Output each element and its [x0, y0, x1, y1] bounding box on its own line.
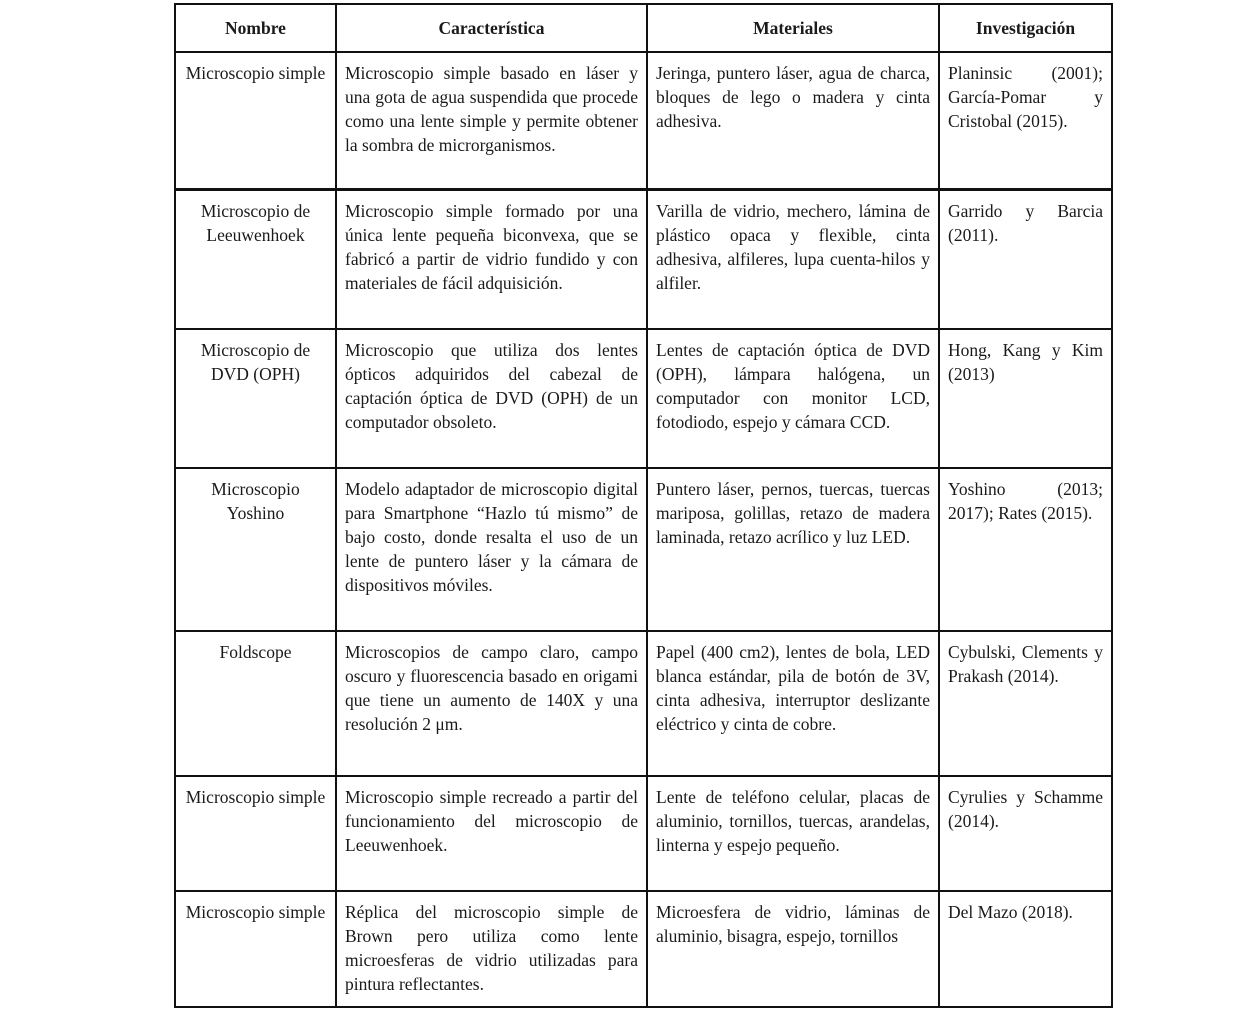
table-row: [175, 52, 1112, 190]
table-row: [175, 891, 1112, 1007]
cell-investigacion: Cybulski, Clements y Prakash (2014).: [939, 631, 1112, 776]
table-row: [175, 468, 1112, 631]
header-investigacion: Investigación: [939, 4, 1112, 52]
cell-nombre: Microscopio simple: [175, 776, 336, 891]
header-caracteristica: Característica: [336, 4, 647, 52]
header-materiales: Materiales: [647, 4, 939, 52]
cell-materiales: Papel (400 cm2), lentes de bola, LED blanca estándar, pila de botón de 3V, cinta adhesiva, interruptor deslizante eléctrico y cinta de cobre.: [647, 631, 939, 776]
cell-investigacion: Hong, Kang y Kim (2013): [939, 329, 1112, 468]
header-nombre: Nombre: [175, 4, 336, 52]
cell-investigacion: Garrido y Barcia (2011).: [939, 190, 1112, 330]
header-row: [175, 4, 1112, 52]
cell-nombre: Microscopio Yoshino: [175, 468, 336, 631]
cell-investigacion: Yoshino (2013; 2017); Rates (2015).: [939, 468, 1112, 631]
cell-caracteristica: Microscopio simple formado por una única lente pequeña biconvexa, que se fabricó a partir de vidrio fundido y con materiales de fácil adquisición.: [336, 190, 647, 330]
cell-investigacion: Del Mazo (2018).: [939, 891, 1112, 1007]
cell-investigacion: Planinsic (2001); García-Pomar y Cristobal (2015).: [939, 52, 1112, 190]
cell-materiales: Puntero láser, pernos, tuercas, tuercas mariposa, golillas, retazo de madera laminada, retazo acrílico y luz LED.: [647, 468, 939, 631]
cell-caracteristica: Microscopio simple recreado a partir del funcionamiento del microscopio de Leeuwenhoek.: [336, 776, 647, 891]
cell-materiales: Jeringa, puntero láser, agua de charca, bloques de lego o madera y cinta adhesiva.: [647, 52, 939, 190]
cell-materiales: Lente de teléfono celular, placas de aluminio, tornillos, tuercas, arandelas, linterna y espejo pequeño.: [647, 776, 939, 891]
cell-investigacion: Cyrulies y Schamme (2014).: [939, 776, 1112, 891]
cell-materiales: Microesfera de vidrio, láminas de aluminio, bisagra, espejo, tornillos: [647, 891, 939, 1007]
table-row: [175, 631, 1112, 776]
cell-caracteristica: Modelo adaptador de microscopio digital para Smartphone “Hazlo tú mismo” de bajo costo, donde resalta el uso de un lente de puntero láser y la cámara de dispositivos móviles.: [336, 468, 647, 631]
cell-caracteristica: Réplica del microscopio simple de Brown pero utiliza como lente microesferas de vidrio utilizadas para pintura reflectantes.: [336, 891, 647, 1007]
cell-materiales: Varilla de vidrio, mechero, lámina de plástico opaca y flexible, cinta adhesiva, alfileres, lupa cuenta-hilos y alfiler.: [647, 190, 939, 330]
table-row: [175, 190, 1112, 330]
cell-materiales: Lentes de captación óptica de DVD (OPH), lámpara halógena, un computador con monitor LCD, fotodiodo, espejo y cámara CCD.: [647, 329, 939, 468]
cell-nombre: Microscopio de Leeuwenhoek: [175, 190, 336, 330]
cell-nombre: Microscopio simple: [175, 52, 336, 190]
table-row: [175, 329, 1112, 468]
table-row: [175, 776, 1112, 891]
cell-caracteristica: Microscopio simple basado en láser y una gota de agua suspendida que procede como una lente simple y permite obtener la sombra de microrganismos.: [336, 52, 647, 190]
cell-nombre: Microscopio de DVD (OPH): [175, 329, 336, 468]
cell-nombre: Microscopio simple: [175, 891, 336, 1007]
table-header: [175, 4, 1112, 52]
table-body: [175, 52, 1112, 1007]
microscope-table: [174, 3, 1113, 1008]
cell-caracteristica: Microscopios de campo claro, campo oscuro y fluorescencia basado en origami que tiene un aumento de 140X y una resolución 2 μm.: [336, 631, 647, 776]
cell-caracteristica: Microscopio que utiliza dos lentes ópticos adquiridos del cabezal de captación óptica de DVD (OPH) de un computador obsoleto.: [336, 329, 647, 468]
cell-nombre: Foldscope: [175, 631, 336, 776]
